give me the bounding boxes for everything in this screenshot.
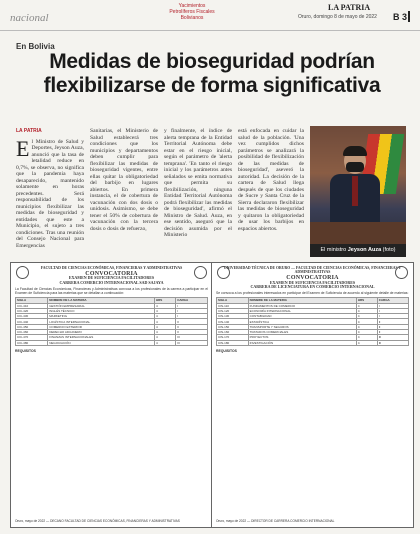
ad-footer: Oruro, mayo de 2022 — DECANO FACULTAD DE CIENCIAS ECONÓMICAS, FINANCIERAS Y ADMINISTRATIVAS [15, 519, 180, 523]
ad-subtitle-2: CARRERA DE LICENCIATURA EN COMERCIO INTERNACIONAL [250, 283, 375, 289]
article-column-1: LA PATRIA E l Ministro de Salud y Deportes, Jeyson Auza, anunció que la tasa de letalidad reduce en 0,7%, se observa, no significa que la pandemia haya desaparecido, mantenido solamente en horas precedentes. Será responsabilidad de los municipios flexibilizar las medidas de bioseguridad y entidades que este a Municipio, el sujeto a tres condiciones. Tras una reunión del Consejo Nacional para Emergencias [16, 128, 84, 249]
table-row: CIN-110 FUNDAMENTOS DE COMERCIO 4 I [217, 303, 409, 308]
table-header-row: SIGLA NOMBRE DE LA MATERIA HRS CARGA [217, 298, 409, 303]
ad-institution: FACULTAD DE CIENCIAS ECONÓMICAS, FINANCIERAS Y ADMINISTRATIVAS [40, 266, 183, 270]
page-header [0, 0, 420, 31]
ad-footer: Oruro, mayo de 2022 — DIRECTOR DE CARRERA COMERCIO INTERNACIONAL [216, 519, 335, 523]
article-column-4: está enfocada en cuidar la salud de la población. 'Una vez cumplidos dichos parámetros se analizará la posibilidad de flexibilización de las medidas de bioseguridad', aseveró la autoridad. La decisión de la cartera de Salud llega después de que los ciudades de Sucre y Santa Cruz de la Sierra declararon flexibilizar las medidas de bioseguridad y quitaron la obligatoriedad de usar los barbijos en espacios abiertos. [238, 128, 304, 232]
convocatoria-ad-left [10, 262, 213, 528]
table-row: CIC-430 MARKETING 4 I [16, 314, 208, 319]
section-name: nacional [10, 12, 49, 24]
table-row: CIC-440 LOGÍSTICA INTERNACIONAL 4 II [16, 319, 208, 324]
table-row: CIC-420 INGLÉS TÉCNICO 4 I [16, 308, 208, 313]
page-number: B 3 [393, 12, 408, 22]
issue-date: Oruro, domingo 8 de mayo de 2022 [298, 14, 377, 20]
table-row: CIN-150 TRANSPORTE Y SEGUROS 4 II [217, 324, 409, 329]
table-row: CIN-170 PROYECTOS 4 III [217, 335, 409, 340]
dropcap: E [16, 135, 30, 161]
table-row: CIN-130 CONTABILIDAD 4 I [217, 314, 409, 319]
table-row: CIN-180 INVESTIGACIÓN 4 III [217, 340, 409, 345]
requirements-title: REQUISITOS [15, 348, 36, 353]
ad-title: CONVOCATORIA [286, 275, 339, 282]
newspaper-logo: LA PATRIA [328, 3, 371, 12]
article-column-3: y finalmente, el índice de alerta temprana de la Entidad Territorial Autónoma debe estar en el riesgo inicial, según el parámetro de 'alerta temprana'. 'En tanto el riesgo inicial y los parámetros antes señalados se emita normativa que permita su flexibilización, ninguna Entidad Territorial Autónoma podrá flexibilizar las medidas de bioseguridad', afirmó el Ministro de Salud. Auza, en ese sentido, aseguró que la decisión asumida por el Ministerio [164, 128, 232, 238]
table-row: CIC-410 GESTIÓN EMPRESARIAL 4 I [16, 303, 208, 308]
ad-title: CONVOCATORIA [85, 271, 138, 278]
ad-subjects-table [15, 297, 208, 346]
table-row: CIC-450 COMERCIO EXTERIOR 4 II [16, 324, 208, 329]
university-seal-icon [16, 266, 29, 279]
minister-photo [310, 126, 406, 244]
faculty-seal-icon [194, 266, 207, 279]
faculty-seal-icon [395, 266, 408, 279]
table-row: CIN-160 TRATADOS COMERCIALES 4 II [217, 330, 409, 335]
header-divider [408, 11, 410, 22]
headline: Medidas de bioseguridad podrían flexibilizarse de forma significativa [43, 50, 381, 97]
ad-subjects-table [216, 297, 409, 346]
university-seal-icon [217, 266, 230, 279]
convocatoria-ad-right [211, 262, 414, 528]
table-row: CIN-120 ECONOMÍA INTERNACIONAL 4 I [217, 308, 409, 313]
kicker: En Bolivia [16, 42, 55, 51]
ad-institution: UNIVERSIDAD TÉCNICA DE ORURO — FACULTAD DE CIENCIAS ECONÓMICAS, FINANCIERAS Y ADMINISTRATIVAS [223, 266, 402, 275]
ad-subtitle: EXAMEN DE SUFICIENCIA FACILITADORES [68, 275, 155, 281]
table-row: CIC-470 FINANZAS INTERNACIONALES 4 III [16, 335, 208, 340]
table-row: CIC-460 DERECHO ADUANERO 4 II [16, 330, 208, 335]
table-header-row: SIGLA NOMBRE DE LA MATERIA HRS CARGA [16, 298, 208, 303]
table-row: CIN-140 ESTADÍSTICA 4 II [217, 319, 409, 324]
header-sponsor: Yacimientos Petrolíferos Fiscales Bolivianos [169, 3, 215, 21]
byline: LA PATRIA [16, 128, 42, 134]
ad-subtitle-2: CARRERA COMERCIO INTERNACIONAL SAD SAJAYA [59, 279, 164, 285]
ad-subtitle: EXAMEN DE SUFICIENCIA FACILITADORES [269, 279, 356, 285]
ad-body-text: Se convoca a los profesionales interesados en participar del Examen de Suficiencia de acuerdo al siguiente detalle de materias: [216, 291, 409, 296]
requirements-title: REQUISITOS [216, 348, 237, 353]
table-row: CIC-480 NEGOCIACIÓN 4 III [16, 340, 208, 345]
ad-body-text: La Facultad de Ciencias Económicas, Financieras y Administrativas convoca a los profesionales de la carrera a participar en el Examen de Suficiencia para las materias que se detallan a continuación: [15, 286, 208, 296]
photo-caption: El ministro Jeyson Auza (foto) [310, 244, 406, 257]
article-column-2: Sanitarias, el Ministerio de Salud establecerá tres condiciones que los municipios y departamentos deben cumplir para flexibilizar las medidas de bioseguridad vigentes, entre ellas quitar la obligatoriedad del barbijo en lugares abiertos. En primera instancia, el de cobertura de vacunación con dos dosis o unidosis. Asimismo, se debe tener el 50% de cobertura de vacunación con la tercera dosis o dosis de refuerzo, [90, 128, 158, 232]
